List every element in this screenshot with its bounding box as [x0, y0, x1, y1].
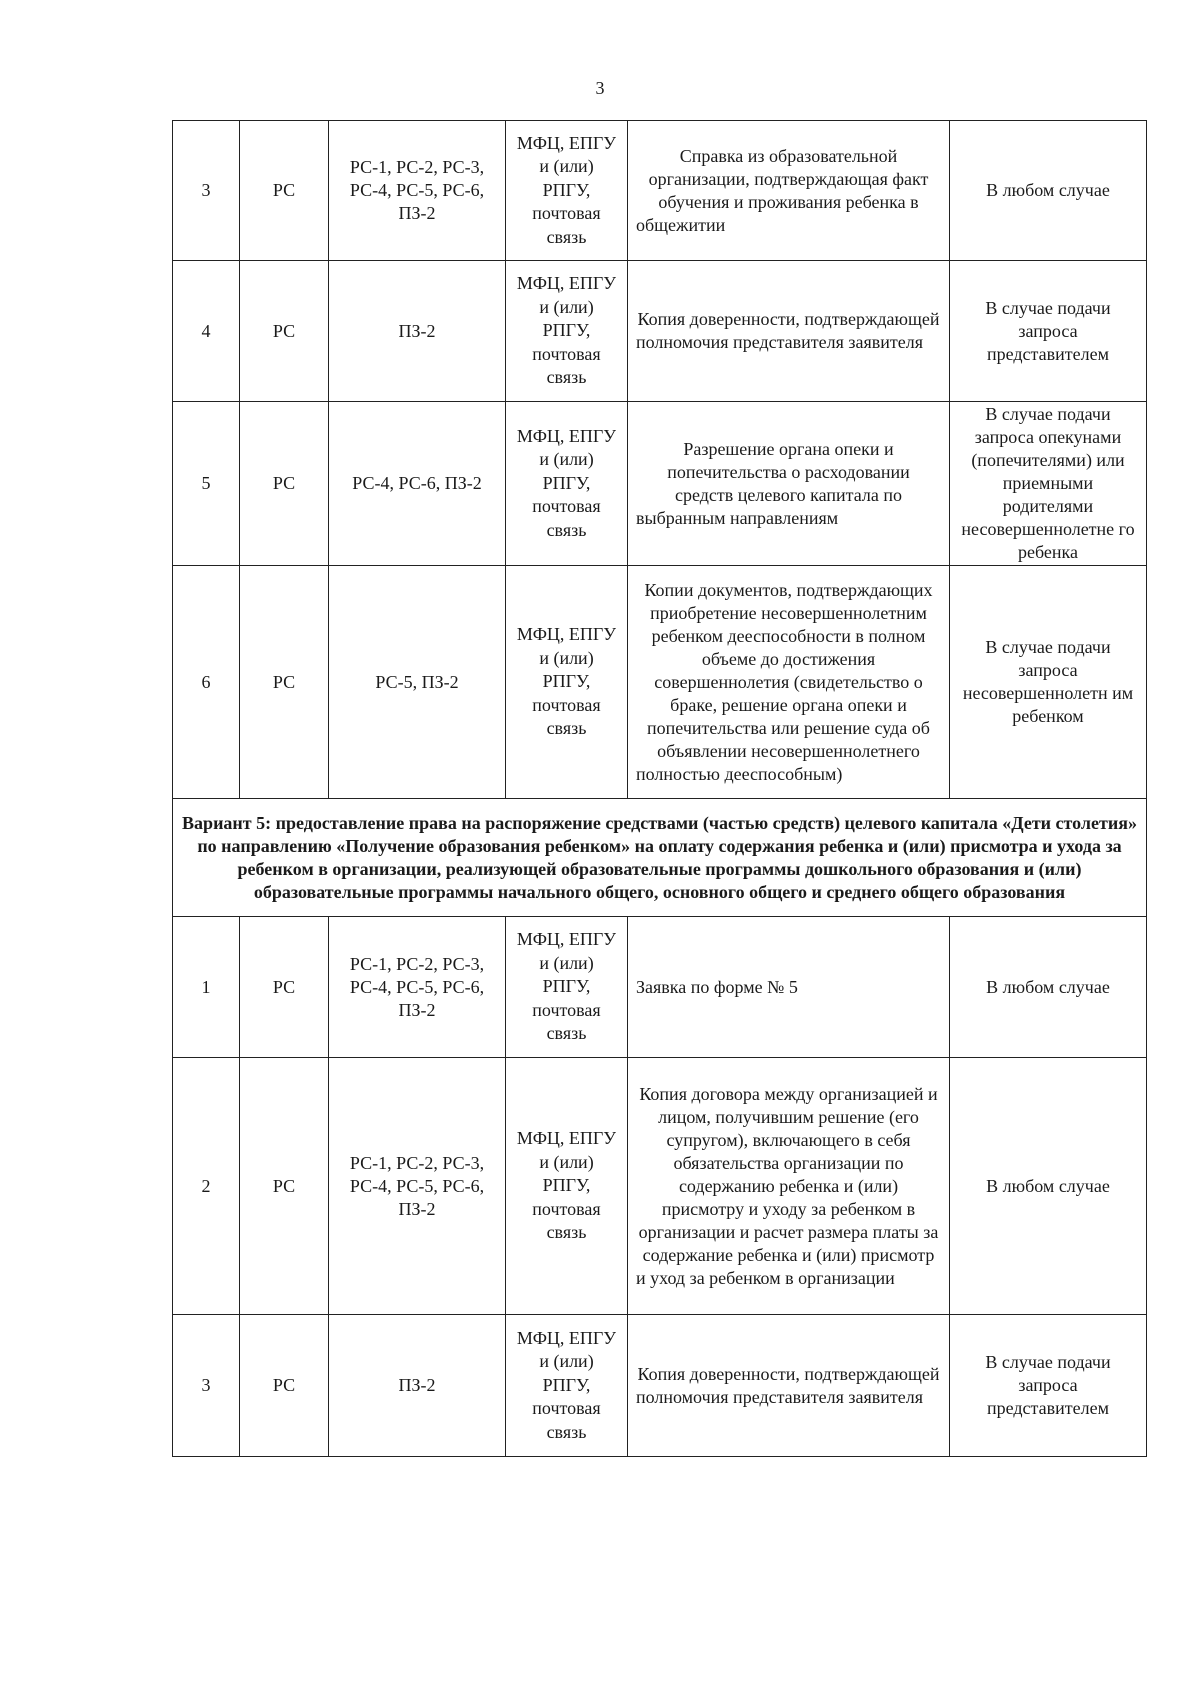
documents-table [172, 120, 1147, 1457]
row-type: РС [240, 1058, 329, 1315]
row-channels: МФЦ, ЕПГУ и (или) РПГУ, почтовая связь [506, 1058, 628, 1315]
row-condition: В любом случае [950, 1058, 1147, 1315]
table-row [173, 1058, 1147, 1315]
table-row [173, 121, 1147, 261]
row-condition: В случае подачи запроса опекунами (попечителями) или приемными родителями несовершеннолетне го ребенка [950, 402, 1147, 566]
row-number: 2 [173, 1058, 240, 1315]
row-channels: МФЦ, ЕПГУ и (или) РПГУ, почтовая связь [506, 1315, 628, 1457]
row-codes: ПЗ-2 [329, 261, 506, 402]
row-codes: ПЗ-2 [329, 1315, 506, 1457]
section-header: Вариант 5: предоставление права на распоряжение средствами (частью средств) целевого капитала «Дети столетия» по направлению «Получение образования ребенком» на оплату содержания ребенка и (или) присмотра и ухода за ребенком в организации, реализующей образовательные программы дошкольного образования и (или) образовательные программы начального общего, основного общего и среднего общего образования [173, 799, 1147, 917]
row-description: Копия доверенности, подтверждающей полномочия представителя заявителя [628, 1315, 950, 1457]
row-description: Копии документов, подтверждающих приобретение несовершеннолетним ребенком дееспособности в полном объеме до достижения совершеннолетия (свидетельство о браке, решение органа опеки и попечительства или решение суда об объявлении несовершеннолетнего полностью дееспособным) [628, 566, 950, 799]
row-condition: В любом случае [950, 917, 1147, 1058]
row-condition: В случае подачи запроса несовершеннолетн им ребенком [950, 566, 1147, 799]
table-row [173, 1315, 1147, 1457]
table-row [173, 402, 1147, 566]
row-channels: МФЦ, ЕПГУ и (или) РПГУ, почтовая связь [506, 121, 628, 261]
row-number: 3 [173, 1315, 240, 1457]
row-type: РС [240, 566, 329, 799]
row-codes: РС-1, РС-2, РС-3, РС-4, РС-5, РС-6, ПЗ-2 [329, 121, 506, 261]
row-type: РС [240, 261, 329, 402]
row-condition: В случае подачи запроса представителем [950, 1315, 1147, 1457]
row-description: Заявка по форме № 5 [628, 917, 950, 1058]
row-number: 4 [173, 261, 240, 402]
row-type: РС [240, 402, 329, 566]
row-type: РС [240, 917, 329, 1058]
row-channels: МФЦ, ЕПГУ и (или) РПГУ, почтовая связь [506, 917, 628, 1058]
row-codes: РС-4, РС-6, ПЗ-2 [329, 402, 506, 566]
row-number: 6 [173, 566, 240, 799]
row-description: Копия доверенности, подтверждающей полномочия представителя заявителя [628, 261, 950, 402]
row-condition: В случае подачи запроса представителем [950, 261, 1147, 402]
row-number: 3 [173, 121, 240, 261]
row-type: РС [240, 1315, 329, 1457]
row-number: 5 [173, 402, 240, 566]
row-channels: МФЦ, ЕПГУ и (или) РПГУ, почтовая связь [506, 402, 628, 566]
row-codes: РС-1, РС-2, РС-3, РС-4, РС-5, РС-6, ПЗ-2 [329, 1058, 506, 1315]
row-channels: МФЦ, ЕПГУ и (или) РПГУ, почтовая связь [506, 261, 628, 402]
row-codes: РС-5, ПЗ-2 [329, 566, 506, 799]
section-header-row [173, 799, 1147, 917]
table-row [173, 261, 1147, 402]
row-type: РС [240, 121, 329, 261]
table-row [173, 917, 1147, 1058]
page-number: 3 [595, 78, 605, 98]
table-row [173, 566, 1147, 799]
row-condition: В любом случае [950, 121, 1147, 261]
row-channels: МФЦ, ЕПГУ и (или) РПГУ, почтовая связь [506, 566, 628, 799]
row-description: Копия договора между организацией и лицом, получившим решение (его супругом), включающего в себя обязательства организации по содержанию ребенка и (или) присмотру и уходу за ребенком в организации и расчет размера платы за содержание ребенка и (или) присмотр и уход за ребенком в организации [628, 1058, 950, 1315]
row-description: Справка из образовательной организации, подтверждающая факт обучения и проживания ребенка в общежитии [628, 121, 950, 261]
row-codes: РС-1, РС-2, РС-3, РС-4, РС-5, РС-6, ПЗ-2 [329, 917, 506, 1058]
row-number: 1 [173, 917, 240, 1058]
row-description: Разрешение органа опеки и попечительства о расходовании средств целевого капитала по выбранным направлениям [628, 402, 950, 566]
